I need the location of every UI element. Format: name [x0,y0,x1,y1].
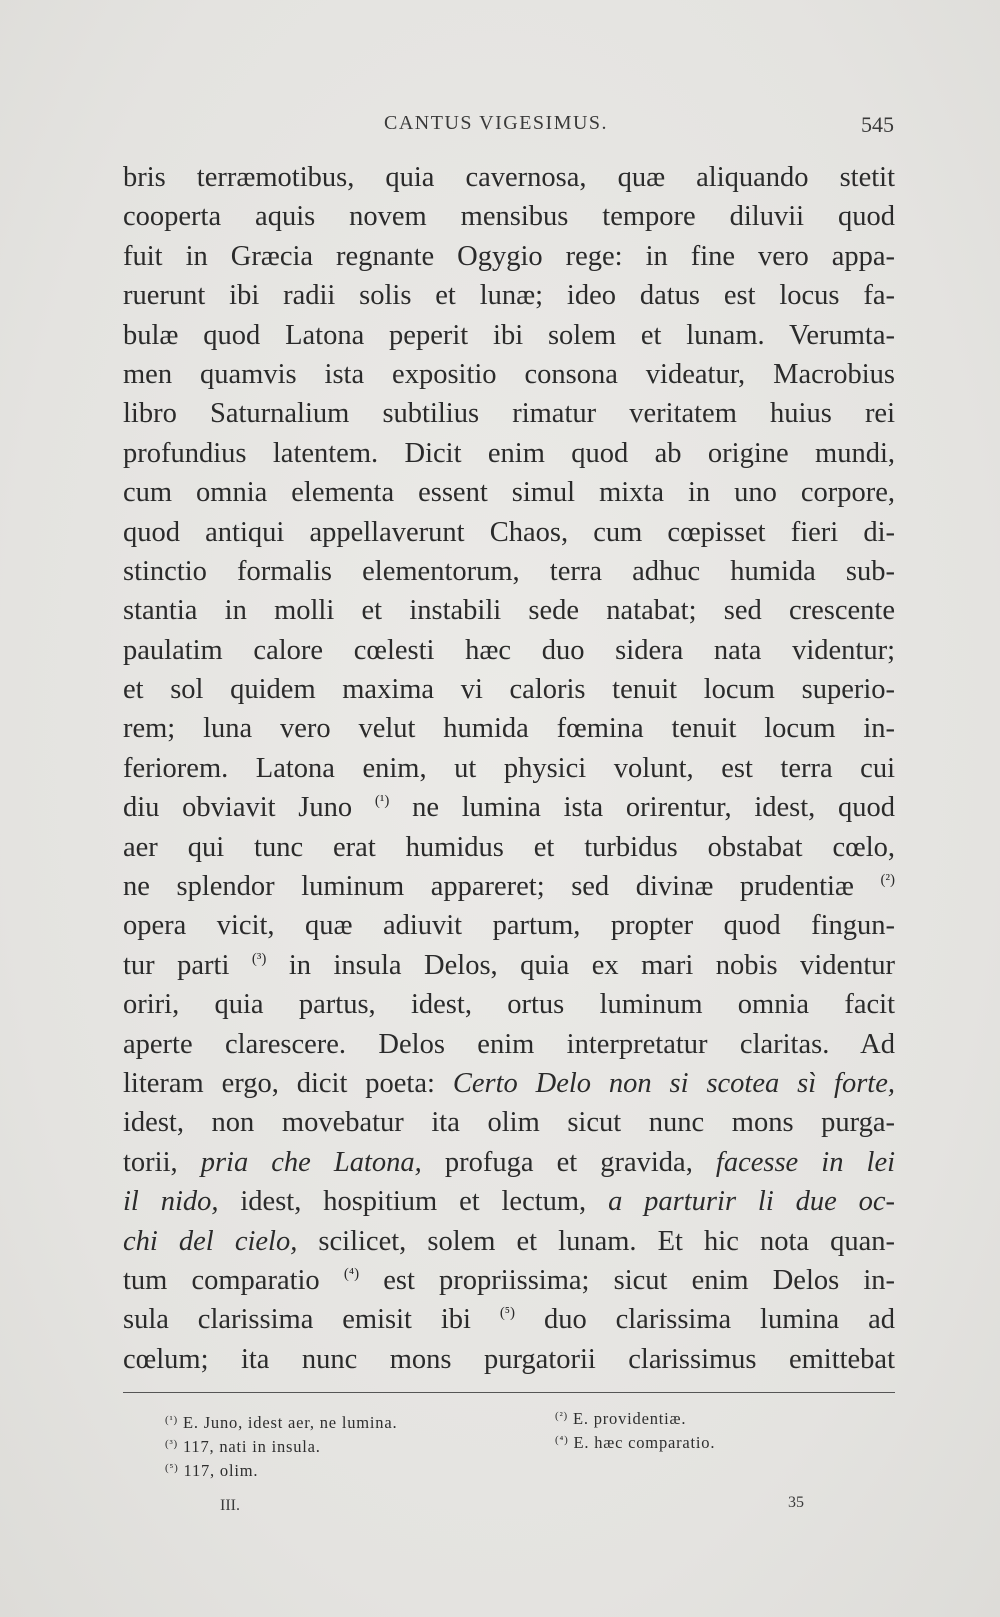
footnote-text: E. hæc comparatio. [573,1433,716,1452]
text-segment: in insula Delos, quia ex mari nobis videntur [288,949,896,981]
text-segment: scilicet, solem et lunam. Et hic nota quan- [318,1225,895,1257]
text-segment: tur parti [123,949,230,981]
italic-quote: pria che Latona, [200,1146,422,1178]
text-line: et sol quidem maxima vi caloris tenuit locum superio- [123,674,895,706]
footnote-text: E. providentiæ. [572,1409,687,1428]
page-number: 545 [861,112,894,137]
page-header [124,112,894,148]
text-line: opera vicit, quæ adiuvit partum, propter quod fingun- [123,910,895,942]
text-line: oriri, quia partus, idest, ortus luminum omnia facit [123,989,895,1021]
text-line: quod antiqui appellaverunt Chaos, cum cœpisset fieri di- [123,516,895,548]
text-line: bulæ quod Latona peperit ibi solem et lunam. Verumta- [123,319,895,351]
text-segment: sula clarissima emisit ibi [123,1304,471,1336]
text-line [123,946,895,985]
footnote-rule [123,1392,895,1393]
footnote-ref: (⁴) [343,1265,360,1282]
text-line [123,1182,895,1221]
text-line [123,1261,895,1300]
footnote-2 [555,1409,686,1429]
text-segment: idest, hospitium et lectum, [240,1186,587,1218]
text-line: aperte clarescere. Delos enim interpretatur claritas. Ad [123,1028,895,1060]
running-title: CANTUS VIGESIMUS. [384,112,609,134]
text-line: bris terræmotibus, quia cavernosa, quæ aliquando stetit [123,162,895,193]
sheet-signature: 35 [788,1494,804,1511]
text-line [123,1064,895,1103]
text-line: libro Saturnalium subtilius rimatur veritatem huius rei [123,398,895,430]
footnote-text: 117, olim. [183,1461,259,1480]
text-segment: diu obviavit Juno [123,792,353,824]
text-line: stantia in molli et instabili sede natabat; sed crescente [123,595,895,627]
text-segment: tum comparatio [123,1264,320,1296]
text-line [123,1300,895,1339]
text-line: stinctio formalis elementorum, terra adhuc humida sub- [123,555,895,587]
volume-signature: III. [220,1497,240,1514]
text-line: rem; luna vero velut humida fœmina tenuit locum in- [123,713,895,745]
footnote-4 [555,1433,715,1453]
footnote-ref: (²) [880,872,895,889]
italic-quote: facesse in lei [715,1146,896,1178]
text-line [123,1222,895,1261]
text-segment: torii, [123,1146,178,1178]
footnote-text: 117, nati in insula. [182,1437,321,1456]
text-line: ruerunt ibi radii solis et lunæ; ideo datus est locus fa- [123,280,895,312]
footnote-ref: (¹) [374,793,390,810]
italic-quote: a parturir li due oc- [608,1186,896,1218]
footnote-5 [165,1461,258,1481]
text-line: idest, non movebatur ita olim sicut nunc mons purga- [123,1107,895,1139]
text-segment: ne lumina ista orirentur, idest, quod [412,792,896,824]
body-text [123,158,895,1379]
text-line [123,788,895,827]
text-line [123,1143,895,1182]
text-line: cooperta aquis novem mensibus tempore diluvii quod [123,201,895,233]
footnote-1 [165,1413,397,1433]
text-segment: literam ergo, dicit poeta: [123,1067,435,1099]
text-segment: profuga et gravida, [444,1146,693,1178]
text-segment: ne splendor luminum appareret; sed divinæ prudentiæ [123,871,854,903]
footnote-mark: (⁴) [555,1434,569,1446]
text-segment: est propriissima; sicut enim Delos in- [383,1264,896,1296]
footnote-text: E. Juno, idest aer, ne lumina. [182,1413,398,1432]
footnote-mark: (¹) [165,1414,179,1426]
text-line: cœlum; ita nunc mons purgatorii clarissimus emittebat [123,1343,895,1375]
footnote-mark: (³) [165,1438,179,1450]
text-line: profundius latentem. Dicit enim quod ab origine mundi, [123,437,895,469]
italic-quote: Certo Delo non si scotea sì forte, [452,1067,895,1099]
italic-quote: chi del cielo, [123,1225,298,1257]
text-line: men quamvis ista expositio consona videatur, Macrobius [123,358,895,390]
footnote-ref: (³) [251,950,267,967]
text-line: feriorem. Latona enim, ut physici volunt, est terra cui [123,752,895,784]
text-line: fuit in Græcia regnante Ogygio rege: in fine vero appa- [123,240,895,272]
footnote-mark: (²) [555,1410,569,1422]
italic-quote: il nido, [123,1186,219,1218]
text-line: paulatim calore cœlesti hæc duo sidera nata videntur; [123,634,895,666]
footnote-3 [165,1437,321,1457]
text-line: aer qui tunc erat humidus et turbidus obstabat cœlo, [123,831,895,863]
text-line: cum omnia elementa essent simul mixta in uno corpore, [123,477,895,509]
footnote-mark: (⁵) [165,1462,179,1474]
footnote-ref: (⁵) [499,1305,516,1322]
text-line [123,867,895,906]
text-segment: duo clarissima lumina ad [543,1304,895,1336]
